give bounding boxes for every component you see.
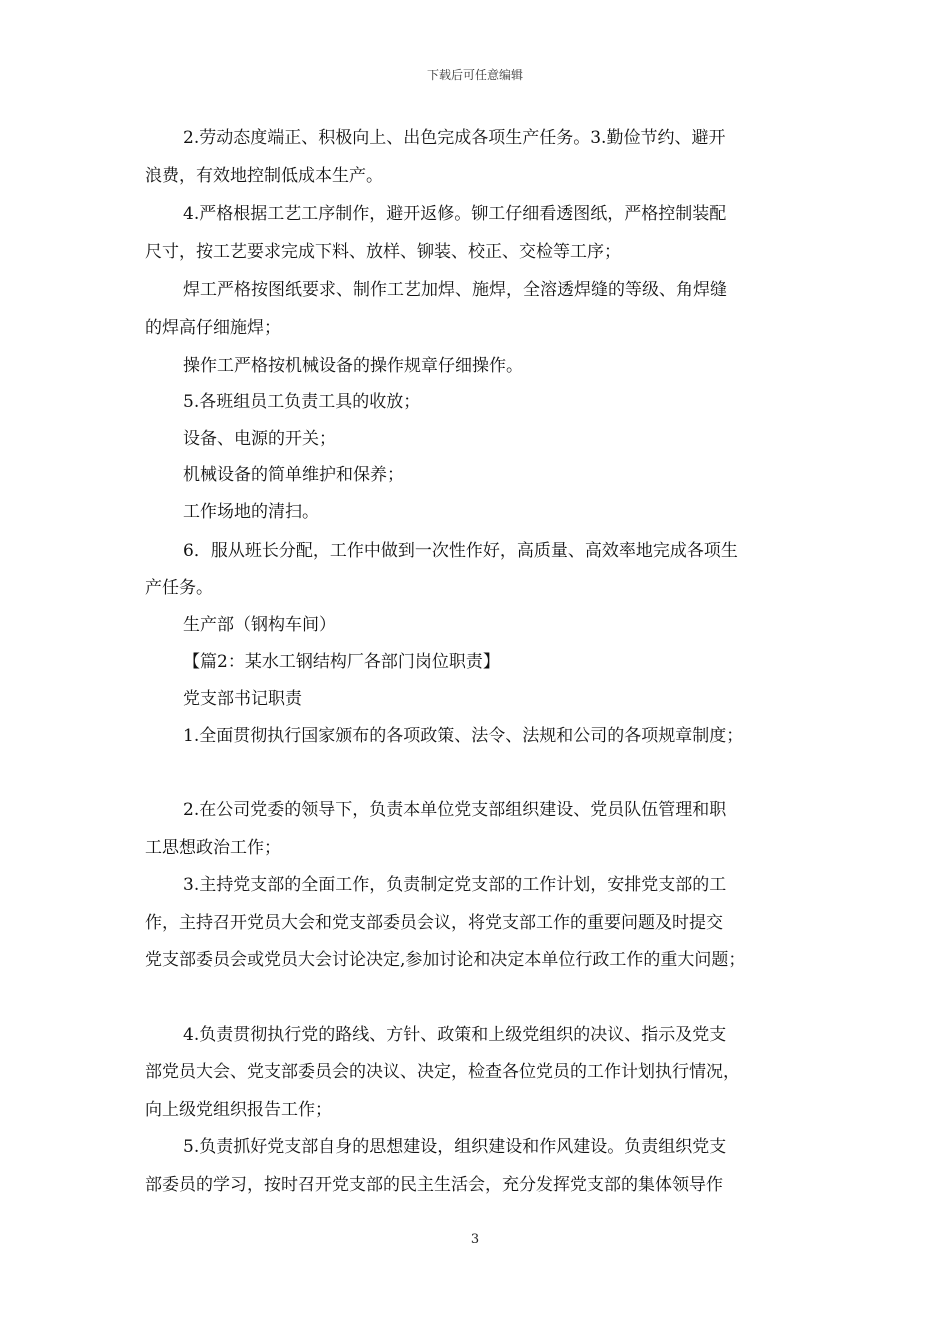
paragraph-line: 浪费，有效地控制低成本生产。 [145,166,383,186]
paragraph-line: 的焊高仔细施焊； [145,318,281,338]
paragraph-line: 作，主持召开党员大会和党支部委员会议，将党支部工作的重要问题及时提交 [145,913,723,933]
paragraph-line: 工思想政治工作； [145,838,281,858]
paragraph-line: 尺寸，按工艺要求完成下料、放样、铆装、校正、交检等工序； [145,242,621,262]
paragraph-line: 2.在公司党委的领导下，负责本单位党支部组织建设、党员队伍管理和职 [183,800,727,820]
paragraph-line: 部党员大会、党支部委员会的决议、决定，检查各位党员的工作计划执行情况， [145,1062,740,1082]
paragraph-line: 部委员的学习，按时召开党支部的民主生活会，充分发挥党支部的集体领导作 [145,1175,723,1195]
paragraph-line: 5.负责抓好党支部自身的思想建设，组织建设和作风建设。负责组织党支 [183,1137,727,1157]
paragraph-line: 5.各班组员工负责工具的收放； [183,392,421,412]
page-number: 3 [470,1232,480,1247]
paragraph-line: 向上级党组织报告工作； [145,1100,332,1120]
paragraph-line: 1.全面贯彻执行国家颁布的各项政策、法令、法规和公司的各项规章制度； [183,726,744,746]
subsection-heading: 党支部书记职责 [183,689,302,709]
paragraph-line: 焊工严格按图纸要求、制作工艺加焊、施焊，全溶透焊缝的等级、角焊缝 [183,280,727,300]
paragraph-line: 4.负责贯彻执行党的路线、方针、政策和上级党组织的决议、指示及党支 [183,1025,727,1045]
paragraph-line: 4.严格根据工艺工序制作，避开返修。铆工仔细看透图纸，严格控制装配 [183,204,727,224]
paragraph-line: 设备、电源的开关； [183,429,336,449]
paragraph-line: 工作场地的清扫。 [183,502,319,522]
page-header: 下载后可任意编辑 [426,68,523,82]
paragraph-line: 生产部（钢构车间） [183,615,336,635]
section-heading: 【篇2：某水工钢结构厂各部门岗位职责】 [183,652,500,672]
paragraph-line: 党支部委员会或党员大会讨论决定,参加讨论和决定本单位行政工作的重大问题； [145,950,746,970]
paragraph-line: 产任务。 [145,578,213,598]
paragraph-line: 3.主持党支部的全面工作，负责制定党支部的工作计划，安排党支部的工 [183,875,727,895]
paragraph-line: 2.劳动态度端正、积极向上、出色完成各项生产任务。3.勤俭节约、避开 [183,128,726,148]
paragraph-line: 6．服从班长分配，工作中做到一次性作好，高质量、高效率地完成各项生 [183,541,738,561]
paragraph-line: 操作工严格按机械设备的操作规章仔细操作。 [183,356,523,376]
paragraph-line: 机械设备的简单维护和保养； [183,465,404,485]
